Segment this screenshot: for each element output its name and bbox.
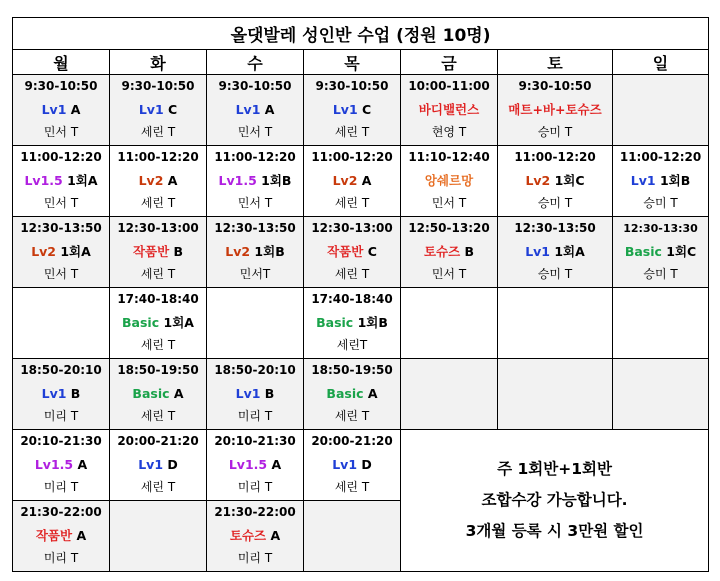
class-teacher: 세린 T	[334, 267, 370, 281]
empty-cell	[110, 501, 207, 572]
class-time: 20:00-21:20	[117, 434, 199, 448]
class-group: B	[460, 244, 475, 259]
class-time: 21:30-22:00	[214, 505, 296, 519]
class-name	[110, 98, 206, 121]
class-teacher: 미리 T	[43, 480, 79, 494]
class-name	[207, 169, 303, 192]
class-teacher: 민서 T	[237, 125, 273, 139]
page-title: 올댓발레 성인반 수업 (정원 10명)	[13, 18, 709, 50]
class-name	[13, 98, 109, 121]
class-cell	[498, 75, 613, 146]
class-cell	[13, 430, 110, 501]
class-name	[110, 382, 206, 405]
class-time: 10:00-11:00	[408, 79, 490, 93]
class-teacher: 세린 T	[334, 196, 370, 210]
class-teacher: 세린 T	[140, 196, 176, 210]
class-time: 12:30-13:00	[311, 221, 393, 235]
class-time: 9:30-10:50	[121, 79, 195, 93]
notice-box	[401, 430, 709, 572]
class-group: A	[267, 457, 282, 472]
class-name	[110, 453, 206, 476]
class-time: 21:30-22:00	[20, 505, 102, 519]
class-cell	[304, 430, 401, 501]
class-teacher: 미리 T	[237, 551, 273, 565]
class-time: 18:50-19:50	[117, 363, 199, 377]
class-group: B	[169, 244, 184, 259]
class-name	[13, 169, 109, 192]
class-level: Lv2	[138, 173, 164, 188]
class-cell	[304, 146, 401, 217]
empty-cell	[304, 501, 401, 572]
class-level: 작품반	[327, 244, 364, 259]
day-header: 월	[13, 50, 110, 75]
class-cell	[304, 217, 401, 288]
class-name	[110, 240, 206, 263]
class-level: 토슈즈	[423, 244, 461, 259]
class-teacher: 세린 T	[140, 338, 176, 352]
class-level: Basic	[122, 315, 160, 330]
time-slot-row	[13, 288, 709, 359]
class-name	[13, 382, 109, 405]
class-time: 17:40-18:40	[311, 292, 393, 306]
day-header: 금	[401, 50, 498, 75]
class-group: C	[357, 102, 372, 117]
class-group: A	[266, 528, 281, 543]
class-name	[401, 169, 497, 192]
notice-line: 조합수강 가능합니다.	[481, 491, 628, 509]
class-level: 작품반	[132, 244, 170, 259]
class-name	[304, 311, 400, 334]
class-group: C	[163, 102, 178, 117]
class-cell	[401, 75, 498, 146]
class-teacher: 세린 T	[334, 125, 370, 139]
empty-cell	[613, 359, 709, 430]
class-time: 11:00-12:20	[514, 150, 596, 164]
class-teacher: 세린 T	[334, 409, 370, 423]
class-cell	[401, 217, 498, 288]
class-group: 1회B	[655, 173, 691, 188]
empty-cell	[401, 359, 498, 430]
time-slot-row	[13, 359, 709, 430]
class-cell	[13, 75, 110, 146]
class-name	[613, 169, 708, 192]
class-cell	[207, 501, 304, 572]
class-teacher: 미리 T	[237, 480, 273, 494]
class-name	[304, 98, 400, 121]
class-cell	[401, 146, 498, 217]
class-time: 11:00-12:20	[619, 150, 702, 164]
class-cell	[110, 146, 207, 217]
class-name	[207, 240, 303, 263]
class-teacher: 민서 T	[431, 196, 467, 210]
class-cell	[13, 217, 110, 288]
class-group: B	[260, 386, 275, 401]
class-group: 1회A	[550, 244, 585, 259]
class-teacher: 승미 T	[537, 125, 573, 139]
empty-cell	[207, 288, 304, 359]
day-header: 일	[613, 50, 709, 75]
class-cell	[613, 146, 709, 217]
class-time: 9:30-10:50	[518, 79, 592, 93]
class-time: 12:30-13:50	[20, 221, 102, 235]
class-level: 매트+바+토슈즈	[508, 102, 602, 117]
class-cell	[110, 217, 207, 288]
class-teacher: 승미 T	[643, 267, 678, 281]
class-teacher: 민서 T	[43, 125, 79, 139]
class-name	[401, 98, 497, 121]
day-header: 화	[110, 50, 207, 75]
class-time: 11:00-12:20	[311, 150, 393, 164]
class-level: Lv1.5	[24, 173, 63, 188]
class-level: Lv1	[138, 102, 164, 117]
class-teacher: 세린T	[336, 338, 368, 352]
class-name	[613, 240, 708, 263]
class-teacher: 현영 T	[431, 125, 467, 139]
class-name	[207, 453, 303, 476]
class-level: Lv1.5	[218, 173, 257, 188]
class-time: 9:30-10:50	[218, 79, 292, 93]
class-teacher: 민서T	[239, 267, 271, 281]
class-name	[110, 169, 206, 192]
class-group: A	[73, 457, 88, 472]
class-cell	[110, 75, 207, 146]
empty-cell	[401, 288, 498, 359]
class-group: A	[163, 173, 178, 188]
class-cell	[110, 359, 207, 430]
class-level: Lv2	[225, 244, 251, 259]
empty-cell	[498, 288, 613, 359]
class-name	[498, 169, 612, 192]
time-slot-row	[13, 75, 709, 146]
class-teacher: 민서 T	[43, 196, 79, 210]
class-teacher: 민서 T	[237, 196, 273, 210]
class-level: Lv1.5	[34, 457, 74, 472]
class-teacher: 미리 T	[43, 409, 79, 423]
class-name	[401, 240, 497, 263]
class-teacher: 승미 T	[537, 267, 573, 281]
class-level: Lv1	[235, 386, 261, 401]
class-teacher: 미리 T	[43, 551, 79, 565]
class-group: 1회B	[353, 315, 388, 330]
class-time: 12:50-13:20	[408, 221, 490, 235]
class-teacher: 세린 T	[140, 480, 176, 494]
notice-line: 3개월 등록 시 3만원 할인	[465, 522, 644, 540]
empty-cell	[13, 288, 110, 359]
class-name	[498, 98, 612, 121]
schedule-table	[12, 17, 709, 572]
class-time: 12:30-13:00	[117, 221, 199, 235]
class-time: 9:30-10:50	[315, 79, 389, 93]
class-level: Basic	[132, 386, 170, 401]
class-time: 18:50-20:10	[214, 363, 296, 377]
class-cell	[110, 430, 207, 501]
class-level: Basic	[326, 386, 364, 401]
class-name	[13, 453, 109, 476]
class-cell	[110, 288, 207, 359]
notice-line: 주 1회반+1회반	[497, 460, 612, 478]
class-group: A	[66, 102, 81, 117]
class-level: Lv1	[332, 457, 358, 472]
class-time: 12:30-13:50	[514, 221, 596, 235]
class-time: 20:10-21:30	[20, 434, 102, 448]
class-name	[304, 169, 400, 192]
class-level: Lv1	[525, 244, 550, 259]
class-group: 1회A	[56, 244, 91, 259]
class-level: 토슈즈	[229, 528, 267, 543]
class-level: 작품반	[35, 528, 73, 543]
class-cell	[207, 217, 304, 288]
class-cell	[613, 217, 709, 288]
day-header: 토	[498, 50, 613, 75]
day-header: 수	[207, 50, 304, 75]
class-name	[207, 382, 303, 405]
class-cell	[207, 146, 304, 217]
class-teacher: 세린 T	[140, 409, 176, 423]
class-teacher: 민서 T	[43, 267, 79, 281]
class-time: 11:00-12:20	[20, 150, 102, 164]
class-cell	[304, 359, 401, 430]
class-level: Lv2	[525, 173, 551, 188]
class-group: 1회B	[256, 173, 292, 188]
time-slot-row	[13, 430, 709, 501]
class-level: Basic	[316, 315, 354, 330]
class-group: A	[357, 173, 372, 188]
class-name	[498, 240, 612, 263]
class-time: 11:10-12:40	[408, 150, 490, 164]
class-name	[207, 524, 303, 547]
class-teacher: 세린 T	[140, 267, 176, 281]
class-group: 1회C	[550, 173, 585, 188]
class-teacher: 승미 T	[537, 196, 573, 210]
class-name	[304, 453, 400, 476]
class-name	[304, 240, 400, 263]
class-name	[110, 311, 206, 334]
class-time: 12:30-13:50	[214, 221, 296, 235]
class-group: A	[363, 386, 378, 401]
class-name	[13, 524, 109, 547]
empty-cell	[613, 75, 709, 146]
class-cell	[207, 75, 304, 146]
time-slot-row	[13, 217, 709, 288]
class-group: 1회C	[661, 244, 697, 259]
class-level: Lv1.5	[228, 457, 268, 472]
class-time: 9:30-10:50	[24, 79, 98, 93]
class-group: A	[260, 102, 275, 117]
class-teacher: 세린 T	[140, 125, 176, 139]
time-slot-row	[13, 146, 709, 217]
class-group: C	[363, 244, 377, 259]
class-time: 18:50-19:50	[311, 363, 393, 377]
class-level: 바디밸런스	[418, 102, 480, 117]
class-teacher: 세린 T	[334, 480, 370, 494]
empty-cell	[498, 359, 613, 430]
class-teacher: 민서 T	[431, 267, 467, 281]
class-level: Lv1	[138, 457, 164, 472]
class-time: 18:50-20:10	[20, 363, 102, 377]
class-cell	[207, 359, 304, 430]
class-time: 11:00-12:20	[214, 150, 296, 164]
class-time: 12:30-13:30	[623, 222, 698, 235]
class-name	[207, 98, 303, 121]
class-teacher: 미리 T	[237, 409, 273, 423]
class-group: A	[72, 528, 87, 543]
class-cell	[498, 146, 613, 217]
class-level: Lv1	[235, 102, 261, 117]
class-level: Lv2	[31, 244, 56, 259]
class-cell	[13, 146, 110, 217]
class-group: D	[357, 457, 372, 472]
day-header: 목	[304, 50, 401, 75]
class-cell	[304, 288, 401, 359]
class-cell	[498, 217, 613, 288]
class-name	[304, 382, 400, 405]
class-group: D	[163, 457, 178, 472]
class-cell	[207, 430, 304, 501]
class-group: A	[169, 386, 184, 401]
class-group: B	[66, 386, 81, 401]
class-cell	[13, 501, 110, 572]
class-group: 1회A	[62, 173, 98, 188]
class-level: Lv1	[332, 102, 358, 117]
class-time: 20:00-21:20	[311, 434, 393, 448]
class-time: 20:10-21:30	[214, 434, 296, 448]
empty-cell	[613, 288, 709, 359]
class-teacher: 승미 T	[643, 196, 678, 210]
class-level: Lv1	[41, 102, 67, 117]
class-level: 앙쉐르망	[424, 173, 474, 188]
class-cell	[304, 75, 401, 146]
class-level: Basic	[624, 244, 662, 259]
day-header-row	[13, 50, 709, 75]
class-name	[13, 240, 109, 263]
class-time: 11:00-12:20	[117, 150, 199, 164]
class-level: Lv1	[41, 386, 67, 401]
class-group: 1회A	[159, 315, 194, 330]
class-cell	[13, 359, 110, 430]
class-time: 17:40-18:40	[117, 292, 199, 306]
class-group: 1회B	[250, 244, 285, 259]
class-level: Lv2	[332, 173, 358, 188]
class-level: Lv1	[630, 173, 656, 188]
